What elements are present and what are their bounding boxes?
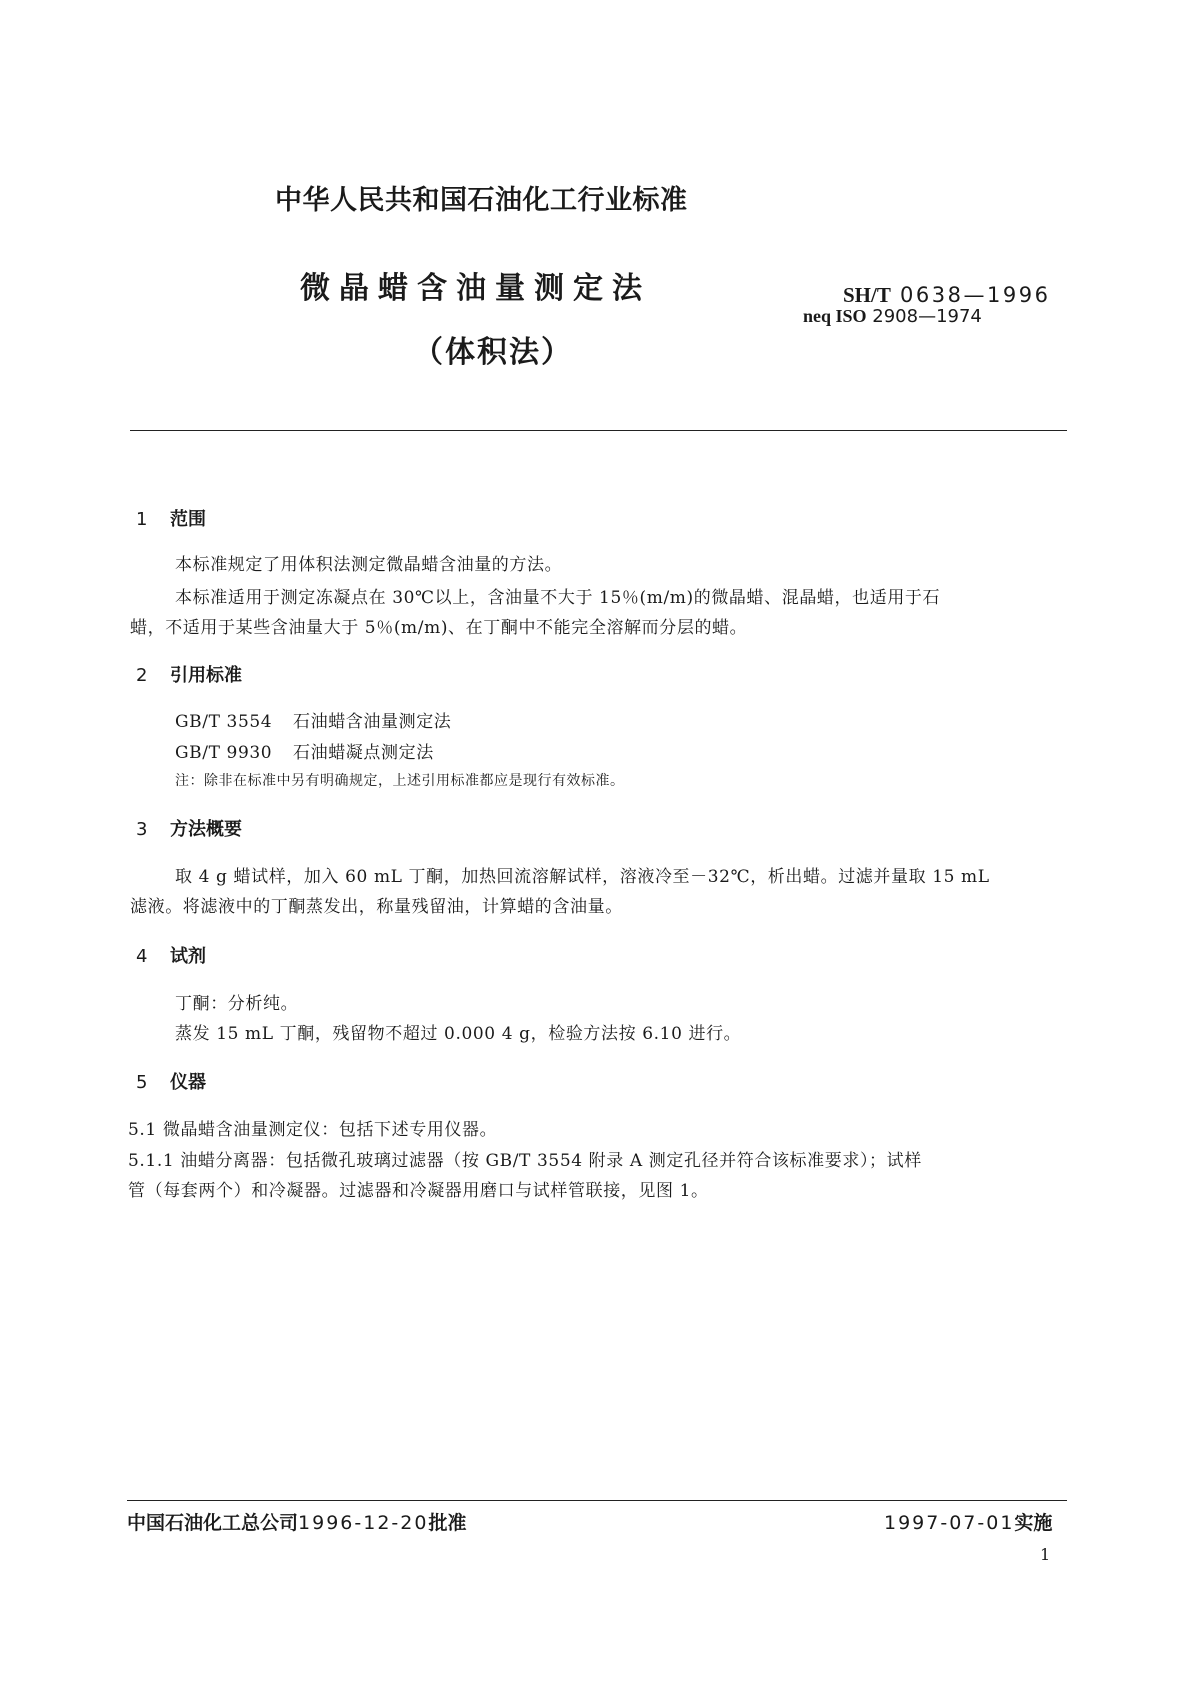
section-title: 试剂: [170, 946, 206, 967]
reference-item: [175, 707, 451, 732]
reference-item: [175, 738, 434, 763]
section-number: 4: [136, 946, 148, 967]
section-title: 范围: [170, 509, 206, 530]
section-title: 引用标准: [170, 665, 242, 686]
standard-equivalent-prefix: neq ISO: [803, 306, 867, 326]
standard-code-prefix: SH/T: [843, 283, 891, 307]
approval-line: [127, 1508, 466, 1535]
section-3-paragraph-1: 取 4 g 蜡试样，加入 60 mL 丁酮，加热回流溶解试样，溶液冷至－32℃，析出蜡。过滤并量取 15 mL: [175, 867, 990, 887]
page-number: 1: [1040, 1545, 1051, 1564]
section-4-heading: [136, 942, 206, 968]
section-1-heading: [136, 505, 206, 531]
effective-date: 1997-07-01: [884, 1512, 1015, 1534]
reference-name: 石油蜡凝点测定法: [293, 743, 434, 763]
effective-label: 实施: [1014, 1512, 1053, 1534]
document-subtitle: （体积法）: [413, 335, 573, 370]
section-1-paragraph-3: 蜡，不适用于某些含油量大于 5％(m/m)、在丁酮中不能完全溶解而分层的蜡。: [130, 618, 748, 638]
document-title: 微晶蜡含油量测定法: [300, 271, 651, 306]
approval-date: 1996-12-20: [298, 1512, 429, 1534]
section-number: 3: [136, 819, 148, 840]
section-3-paragraph-2: 滤液。将滤液中的丁酮蒸发出，称量残留油，计算蜡的含油量。: [130, 897, 623, 917]
section-number: 2: [136, 665, 148, 686]
section-5-heading: [136, 1068, 206, 1094]
clause-5-1-1: 5.1.1 油蜡分离器：包括微孔玻璃过滤器（按 GB/T 3554 附录 A 测定孔径并符合该标准要求）；试样: [128, 1151, 922, 1171]
reference-name: 石油蜡含油量测定法: [293, 712, 452, 732]
section-number: 1: [136, 509, 148, 530]
header-divider: [130, 430, 1067, 431]
section-title: 仪器: [170, 1072, 206, 1093]
clause-5-1-1-continued: 管（每套两个）和冷凝器。过滤器和冷凝器用磨口与试样管联接，见图 1。: [128, 1181, 709, 1201]
section-3-heading: [136, 815, 242, 841]
reference-code: GB/T 3554: [175, 712, 273, 732]
clause-5-1: 5.1 微晶蜡含油量测定仪：包括下述专用仪器。: [128, 1120, 498, 1140]
industry-standard-header: 中华人民共和国石油化工行业标准: [275, 185, 688, 216]
footer-divider: [127, 1500, 1067, 1501]
section-4-paragraph-1: 丁酮：分析纯。: [175, 994, 299, 1014]
section-2-note: 注：除非在标准中另有明确规定，上述引用标准都应是现行有效标准。: [175, 773, 625, 789]
issuer: 中国石油化工总公司: [127, 1512, 299, 1534]
section-1-paragraph-2: 本标准适用于测定冻凝点在 30℃以上，含油量不大于 15％(m/m)的微晶蜡、混晶蜡，也适用于石: [175, 588, 941, 608]
section-2-heading: [136, 661, 242, 687]
standard-equivalent: [803, 306, 982, 327]
reference-code: GB/T 9930: [175, 743, 273, 763]
section-number: 5: [136, 1072, 148, 1093]
effective-line: [884, 1508, 1052, 1535]
section-1-paragraph-1: 本标准规定了用体积法测定微晶蜡含油量的方法。: [175, 555, 563, 575]
standard-equivalent-number: 2908—1974: [872, 306, 982, 327]
section-title: 方法概要: [170, 819, 242, 840]
standard-code-number: 0638—1996: [900, 283, 1051, 307]
standard-code: [843, 283, 1050, 308]
section-4-paragraph-2: 蒸发 15 mL 丁酮，残留物不超过 0.000 4 g，检验方法按 6.10 进行。: [175, 1024, 742, 1044]
approval-label: 批准: [428, 1512, 467, 1534]
